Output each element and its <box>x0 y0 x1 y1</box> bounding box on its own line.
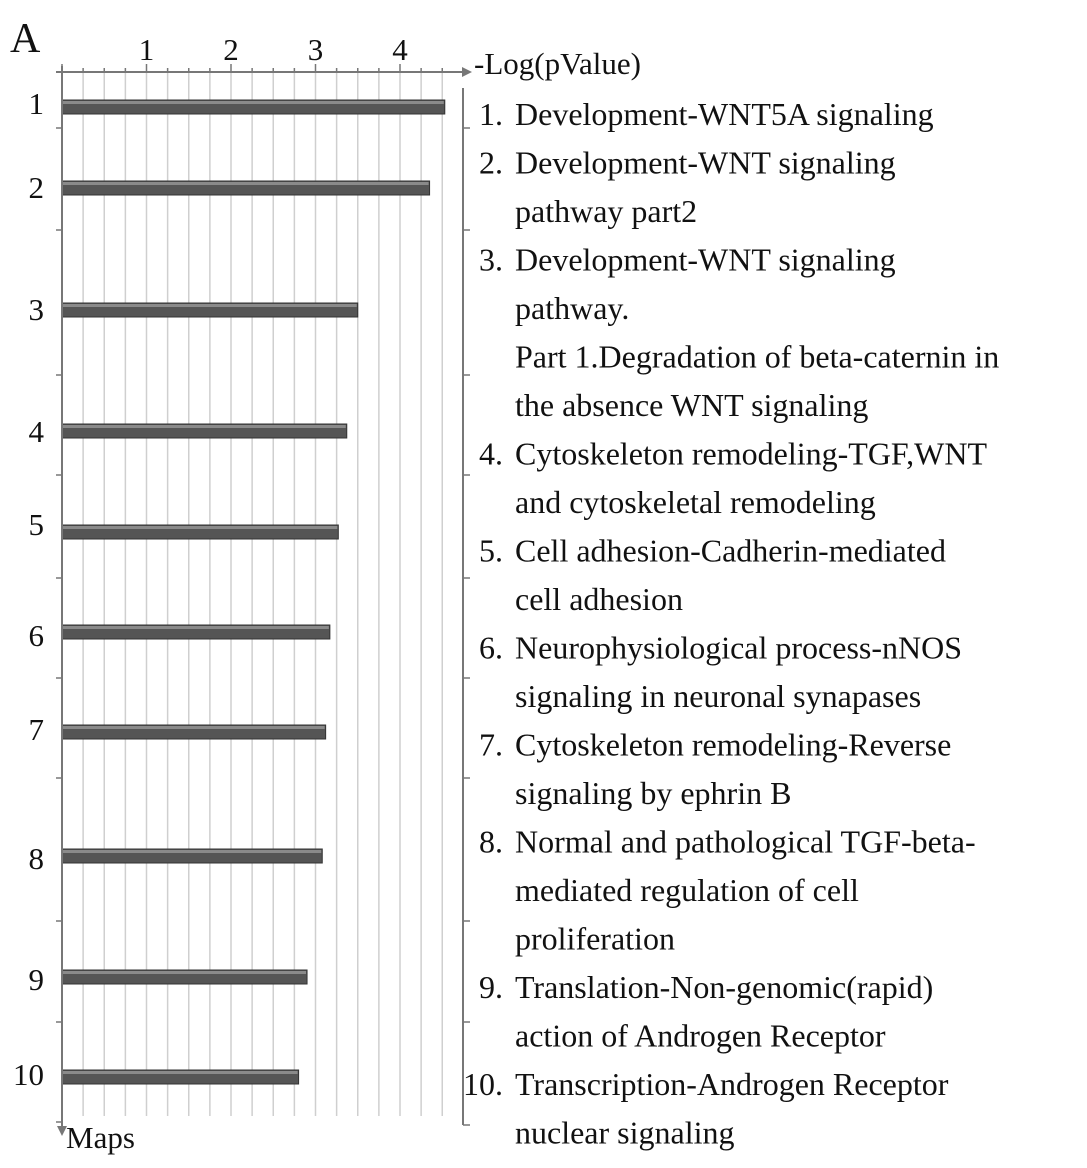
legend-item-text: Development-WNT5A signaling <box>515 96 934 132</box>
x-tick-label: 4 <box>392 32 408 67</box>
legend-item-text: Development-WNT signaling <box>515 144 896 181</box>
category-label: 10 <box>13 1057 44 1092</box>
legend-item-number: 1. <box>479 96 503 132</box>
legend-item-number: 10. <box>463 1066 503 1102</box>
category-label: 2 <box>28 170 44 205</box>
category-label: 6 <box>28 618 44 653</box>
x-tick-labels <box>139 32 409 67</box>
category-label: 3 <box>28 292 44 327</box>
legend-item-text: and cytoskeletal remodeling <box>515 484 876 520</box>
legend-item-text: signaling by ephrin B <box>515 775 792 811</box>
y-axis-label: Maps <box>66 1120 135 1155</box>
legend-item-text: Cell adhesion-Cadherin-mediated <box>515 532 946 569</box>
legend-item-text: Cytoskeleton remodeling-TGF,WNT <box>515 435 988 472</box>
x-axis-arrow <box>462 67 472 77</box>
category-label: 9 <box>28 962 44 997</box>
bar-highlight <box>63 425 346 428</box>
legend-item-text: Neurophysiological process-nNOS <box>515 629 963 666</box>
legend-item-number: 7. <box>479 726 503 763</box>
legend-item-number: 5. <box>479 532 503 569</box>
legend-item-number: 3. <box>479 241 503 278</box>
legend-item-text: Part 1.Degradation of beta-caternin in <box>515 338 1000 375</box>
panel-label: A <box>10 16 41 62</box>
legend-item-number: 4. <box>479 435 503 472</box>
grid <box>56 64 442 1122</box>
category-label: 7 <box>28 712 44 747</box>
legend-item-number: 8. <box>479 823 503 860</box>
legend-item-number: 9. <box>479 969 503 1005</box>
bar-highlight <box>63 182 429 185</box>
legend-item-text: proliferation <box>515 920 675 957</box>
legend-item-text: Development-WNT signaling <box>515 241 896 278</box>
legend-item-number: 6. <box>479 629 503 666</box>
legend-item-text: pathway. <box>515 290 630 326</box>
legend-item-text: nuclear signaling <box>515 1114 735 1151</box>
legend-item-text: cell adhesion <box>515 581 683 617</box>
bar-highlight <box>63 304 357 307</box>
legend-item-text: Normal and pathological TGF-beta- <box>515 823 976 860</box>
legend-item-text: the absence WNT signaling <box>515 387 869 423</box>
legend-item-text: Transcription-Androgen Receptor <box>515 1066 949 1102</box>
category-label: 5 <box>28 507 44 542</box>
bar-highlight <box>63 1071 298 1074</box>
x-tick-label: 1 <box>138 32 155 67</box>
category-label: 8 <box>28 841 44 876</box>
x-axis-label: -Log(pValue) <box>474 46 641 81</box>
bars <box>62 100 445 1084</box>
category-label: 1 <box>28 86 44 121</box>
legend-item-text: signaling in neuronal synapases <box>515 678 922 714</box>
category-labels <box>13 86 45 1092</box>
category-label: 4 <box>28 414 44 449</box>
legend-item-number: 2. <box>479 144 503 181</box>
bar-highlight <box>63 971 306 974</box>
x-tick-label: 2 <box>223 32 239 67</box>
legend-item-text: action of Androgen Receptor <box>515 1017 886 1054</box>
x-tick-label: 3 <box>307 32 324 67</box>
bar-highlight <box>63 101 444 104</box>
legend-item-text: pathway part2 <box>515 193 698 229</box>
legend-item-text: Cytoskeleton remodeling-Reverse <box>515 726 952 763</box>
legend-item-text: mediated regulation of cell <box>515 872 859 908</box>
pathway-legend <box>463 88 999 1151</box>
bar-highlight <box>63 850 321 853</box>
legend-item-text: Translation-Non-genomic(rapid) <box>515 969 934 1005</box>
bar-highlight <box>63 526 337 529</box>
bar-highlight <box>63 626 329 629</box>
bar-highlight <box>63 726 325 729</box>
